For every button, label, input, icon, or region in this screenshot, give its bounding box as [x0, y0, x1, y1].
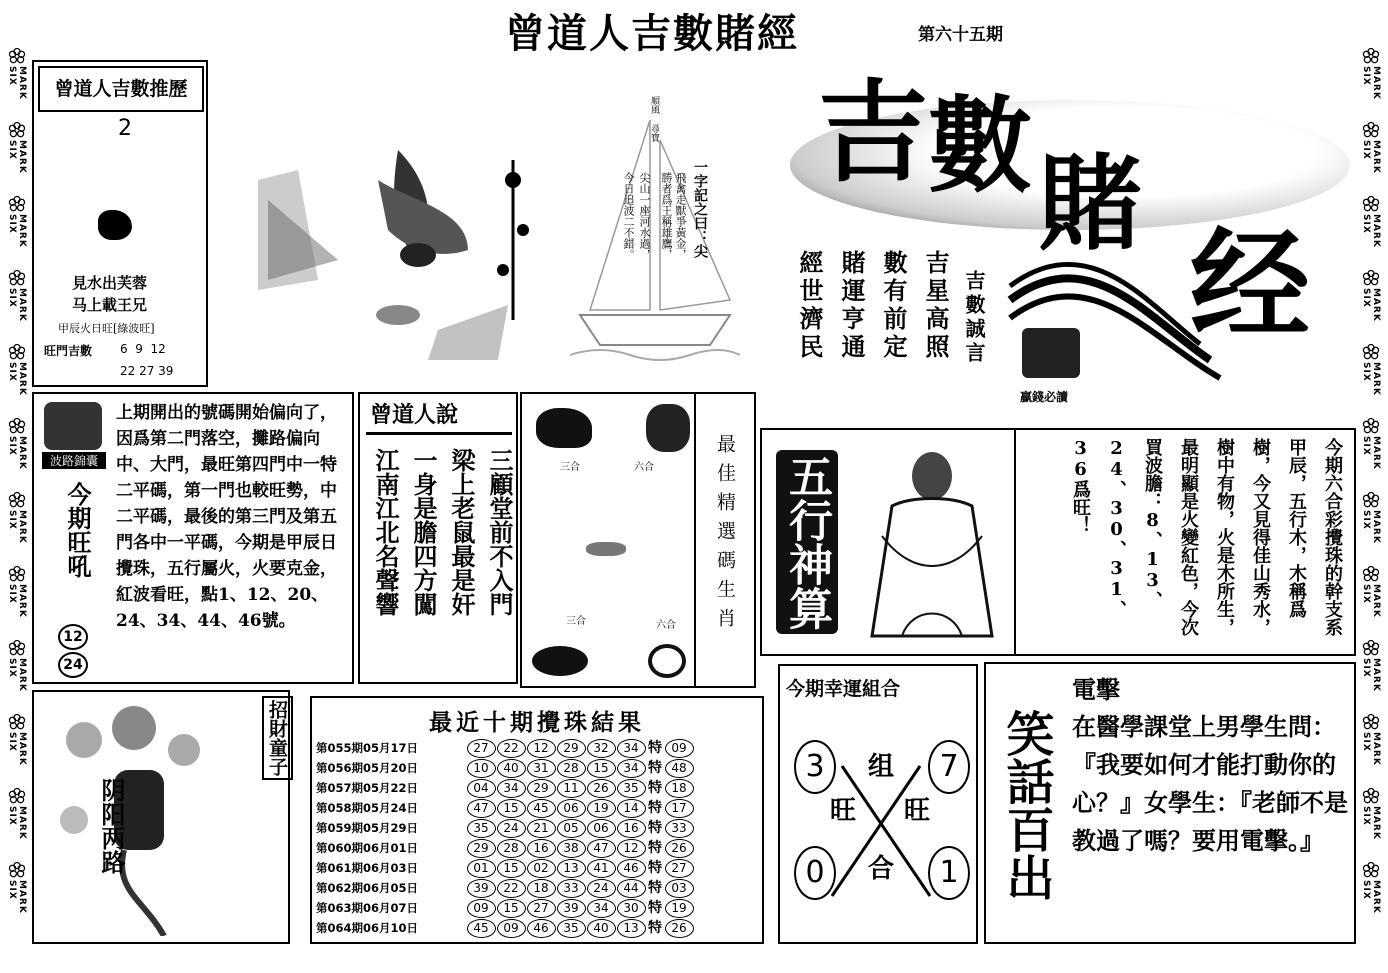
eagle-image [238, 140, 568, 360]
tip-poem-line-2: 马上載王兄 [72, 296, 148, 314]
flower-icon [8, 862, 26, 878]
special-ball: 09 [665, 739, 694, 758]
side-strip-item [1358, 488, 1384, 562]
snake-icon [648, 644, 686, 678]
result-ball: 47 [467, 799, 496, 818]
result-ball: 29 [467, 839, 496, 858]
zeng-says-column-2: 梁上老鼠最是奸 [447, 448, 476, 616]
side-strip-item [4, 118, 30, 192]
side-strip-item [4, 414, 30, 488]
side-strip-text: MARK SIX [1361, 732, 1381, 766]
result-ball: 21 [527, 819, 556, 838]
combo-box [778, 664, 978, 944]
side-strip-item [1358, 710, 1384, 784]
side-strip-text: MARK SIX [7, 140, 27, 174]
logo-char-1: 吉 [818, 68, 928, 197]
lucky-seal [1022, 328, 1080, 378]
result-ball: 41 [587, 859, 616, 878]
special-label: 特 [648, 920, 662, 936]
side-strip-item [4, 266, 30, 340]
fortune-boy-box [32, 690, 290, 944]
special-label: 特 [648, 780, 662, 796]
result-ball: 13 [557, 859, 586, 878]
tiger-icon [646, 404, 690, 452]
result-period: 第062期06月05日 [316, 881, 419, 895]
side-strip-text: MARK SIX [7, 584, 27, 618]
flower-icon [1362, 48, 1380, 64]
wave-badge: 波路錦囊 [42, 452, 106, 469]
special-label: 特 [648, 900, 662, 916]
verse-column-3: 賭運亨通 [837, 250, 866, 362]
logo-char-4: 经 [1190, 215, 1310, 356]
side-strip-text: MARK SIX [1361, 658, 1381, 692]
side-strip-text: MARK SIX [7, 66, 27, 100]
result-period: 第058期05月24日 [316, 801, 419, 815]
flower-icon [8, 418, 26, 434]
logo-char-2: 數 [928, 84, 1033, 207]
ship-caption: 一字記之曰：尖 [692, 160, 708, 258]
combo-title: 今期幸運組合 [786, 678, 901, 700]
zodiac-label-3: 三合 [566, 616, 586, 627]
seal-label: 贏錢必讀 [1020, 390, 1069, 404]
flower-icon [8, 48, 26, 64]
combo-c-left: 旺 [830, 796, 857, 826]
result-row [316, 778, 762, 798]
wuxing-divider [1014, 430, 1016, 656]
special-ball: 03 [665, 879, 694, 898]
special-ball: 19 [665, 899, 694, 918]
result-row [316, 898, 762, 918]
ink-blot-image [98, 210, 132, 240]
joke-badge: 笑話百出 [998, 709, 1054, 901]
result-ball: 16 [617, 819, 646, 838]
side-strip-text: MARK SIX [1361, 436, 1381, 470]
result-ball: 22 [497, 879, 526, 898]
side-strip-text: MARK SIX [1361, 806, 1381, 840]
flower-icon [1362, 566, 1380, 582]
result-ball: 15 [497, 899, 526, 918]
result-row [316, 758, 762, 778]
flower-icon [8, 714, 26, 730]
result-ball: 28 [497, 839, 526, 858]
logo-block [790, 60, 1355, 404]
flower-icon [8, 270, 26, 286]
wave-circle-1: 12 [58, 624, 88, 650]
result-row [316, 798, 762, 818]
result-ball: 27 [467, 739, 496, 758]
side-strip-text: MARK SIX [7, 288, 27, 322]
result-period: 第057期05月22日 [316, 781, 419, 795]
flower-icon [1362, 418, 1380, 434]
result-period: 第055期05月17日 [316, 741, 419, 755]
special-ball: 17 [665, 799, 694, 818]
result-ball: 45 [467, 919, 496, 938]
result-ball: 31 [527, 759, 556, 778]
flower-icon [1362, 714, 1380, 730]
side-strip-text: MARK SIX [7, 880, 27, 914]
wuxing-text: 今期六合彩攪珠的幹支系甲辰，五行木，木稱爲樹，今又見得佳山秀水，樹中有物，火是木所生，最明顯是火變紅色，今次買波膽：8、13、24、30、31、36爲旺！ [1070, 438, 1343, 636]
flower-icon [8, 122, 26, 138]
flower-icon [1362, 270, 1380, 286]
side-strip-text: MARK SIX [1361, 140, 1381, 174]
result-ball: 35 [617, 779, 646, 798]
special-label: 特 [648, 760, 662, 776]
right-side-strip [1358, 44, 1384, 969]
joke-box [984, 662, 1356, 944]
result-period: 第063期06月07日 [316, 901, 419, 915]
tip-number: 2 [118, 116, 132, 141]
results-title: 最近十期攪珠結果 [429, 709, 645, 736]
horse-icon [586, 542, 626, 556]
eagle-illustration [238, 140, 568, 360]
side-strip-text: MARK SIX [1361, 66, 1381, 100]
zodiac-label-4: 六合 [656, 620, 676, 631]
side-strip-text: MARK SIX [1361, 288, 1381, 322]
result-ball: 01 [467, 859, 496, 878]
ship-poem-line-3: 尖山一座河水過， [638, 172, 651, 260]
result-period: 第064期06月10日 [316, 921, 419, 935]
special-ball: 27 [665, 859, 694, 878]
wave-body: 上期開出的號碼開始偏向了，因爲第二門落空，攤路偏向中、大門，最旺第四門中一特二平碼，第一門也較旺勢，中二平碼，最後的第三門及第五門各中一平碼，今期是甲辰日攪珠，五行屬火，火要克金，紅波看旺，點1、12、20、24、34、44、46號。 [116, 403, 337, 631]
side-strip-item [4, 340, 30, 414]
fortune-boy-tag: 招財童子 [262, 696, 293, 780]
verse-sub: 吉數誠言 [962, 270, 986, 366]
side-strip-item [4, 562, 30, 636]
side-strip-text: MARK SIX [1361, 214, 1381, 248]
special-ball: 26 [665, 839, 694, 858]
tip-box-title: 曾道人吉數推歷 [38, 66, 204, 112]
result-ball: 15 [497, 859, 526, 878]
result-ball: 33 [557, 879, 586, 898]
result-ball: 04 [467, 779, 496, 798]
result-period: 第056期05月20日 [316, 761, 419, 775]
result-ball: 13 [617, 919, 646, 938]
joke-heading: 電擊 [1072, 675, 1120, 704]
side-strip-item [4, 636, 30, 710]
result-ball: 40 [497, 759, 526, 778]
verse-column-1: 吉星高照 [921, 250, 950, 362]
combo-n4: 1 [928, 846, 970, 900]
page-title: 曾道人吉數賭經 [505, 10, 799, 57]
flower-icon [1362, 862, 1380, 878]
side-strip-text: MARK SIX [7, 510, 27, 544]
left-side-strip [4, 44, 30, 969]
flower-icon [8, 196, 26, 212]
result-period: 第060期06月01日 [316, 841, 419, 855]
deity-image [852, 436, 1012, 648]
result-ball: 47 [587, 839, 616, 858]
result-ball: 35 [557, 919, 586, 938]
flower-icon [1362, 122, 1380, 138]
special-ball: 48 [665, 759, 694, 778]
result-ball: 09 [497, 919, 526, 938]
result-ball: 46 [617, 859, 646, 878]
result-ball: 28 [557, 759, 586, 778]
side-strip-item [1358, 562, 1384, 636]
result-ball: 22 [497, 739, 526, 758]
special-label: 特 [648, 840, 662, 856]
combo-c-right: 旺 [904, 796, 931, 826]
special-ball: 33 [665, 819, 694, 838]
tree-boy-image [44, 700, 214, 936]
combo-c-bottom: 合 [868, 854, 895, 884]
side-strip-text: MARK SIX [7, 214, 27, 248]
wuxing-box [760, 428, 1356, 656]
logo-char-3: 賭 [1038, 142, 1143, 265]
result-ball: 27 [527, 899, 556, 918]
flower-icon [8, 640, 26, 656]
side-strip-item [1358, 44, 1384, 118]
result-ball: 24 [497, 819, 526, 838]
result-ball: 34 [617, 739, 646, 758]
lucky-row-1: 6 9 12 [120, 342, 166, 356]
side-strip-text: MARK SIX [1361, 362, 1381, 396]
result-ball: 39 [467, 879, 496, 898]
result-ball: 19 [587, 799, 616, 818]
results-box [310, 696, 764, 944]
wave-box [32, 392, 354, 684]
tip-note: 甲辰火日旺[綠波旺] [58, 322, 155, 335]
result-row [316, 858, 762, 878]
result-period: 第061期06月03日 [316, 861, 419, 875]
result-ball: 38 [557, 839, 586, 858]
zeng-says-column-4: 江南江北名聲響 [371, 448, 400, 616]
result-ball: 26 [587, 779, 616, 798]
zeng-says-title: 曾道人說 [370, 402, 459, 428]
side-strip-item [4, 784, 30, 858]
side-strip-text: MARK SIX [7, 658, 27, 692]
ship-corner-text: 順風 尋寶 [649, 96, 659, 142]
side-strip-item [1358, 118, 1384, 192]
result-ball: 32 [587, 739, 616, 758]
side-strip-text: MARK SIX [1361, 880, 1381, 914]
ship-poem-line-1: 飛禽走獸爭黃金， [674, 172, 687, 260]
side-strip-item [1358, 266, 1384, 340]
side-strip-item [1358, 784, 1384, 858]
result-ball: 05 [557, 819, 586, 838]
side-strip-text: MARK SIX [7, 436, 27, 470]
verse-column-2: 數有前定 [879, 250, 908, 362]
special-label: 特 [648, 860, 662, 876]
result-ball: 15 [587, 759, 616, 778]
special-label: 特 [648, 820, 662, 836]
fortune-boy-image [44, 700, 214, 936]
side-strip-item [4, 858, 30, 932]
side-strip-item [4, 192, 30, 266]
wave-badge-icon [44, 402, 102, 450]
zodiac-side-text: 最佳精選碼生肖 [714, 434, 736, 637]
flower-icon [8, 492, 26, 508]
flower-icon [8, 566, 26, 582]
special-label: 特 [648, 800, 662, 816]
ship-poem-line-2: 勝者爲王稱雄鷹， [660, 172, 673, 260]
flower-icon [8, 788, 26, 804]
wuxing-title: 五行神算 [776, 450, 838, 634]
result-row [316, 818, 762, 838]
result-ball: 34 [587, 899, 616, 918]
flower-icon [1362, 344, 1380, 360]
wave-vertical: 今期旺吼 [63, 482, 92, 578]
joke-body: 在醫學課堂上男學生問：『我要如何才能打動你的心？』女學生：『老師不是教過了嗎？要用電擊。』 [1072, 712, 1348, 855]
result-ball: 34 [497, 779, 526, 798]
flower-icon [1362, 492, 1380, 508]
result-ball: 10 [467, 759, 496, 778]
zeng-says-column-1: 三顧堂前不入門 [485, 448, 514, 616]
special-ball: 18 [665, 779, 694, 798]
side-strip-item [4, 488, 30, 562]
result-row [316, 838, 762, 858]
result-ball: 29 [527, 779, 556, 798]
result-row [316, 738, 762, 758]
result-period: 第059期05月29日 [316, 821, 419, 835]
result-row [316, 878, 762, 898]
special-ball: 26 [665, 919, 694, 938]
result-ball: 14 [617, 799, 646, 818]
side-strip-item [1358, 636, 1384, 710]
flower-icon [8, 344, 26, 360]
result-ball: 16 [527, 839, 556, 858]
result-ball: 06 [587, 819, 616, 838]
result-ball: 06 [557, 799, 586, 818]
flower-icon [1362, 640, 1380, 656]
result-ball: 46 [527, 919, 556, 938]
result-ball: 12 [617, 839, 646, 858]
result-ball: 24 [587, 879, 616, 898]
issue-number: 第六十五期 [918, 25, 1003, 45]
side-strip-text: MARK SIX [1361, 584, 1381, 618]
result-ball: 11 [557, 779, 586, 798]
zeng-says-rule [366, 432, 512, 435]
rabbit-icon [532, 646, 588, 676]
result-ball: 44 [617, 879, 646, 898]
combo-n3: 0 [794, 846, 836, 900]
result-row [316, 918, 762, 938]
combo-n1: 3 [794, 740, 836, 794]
side-strip-item [1358, 340, 1384, 414]
side-strip-item [1358, 192, 1384, 266]
ship-poem-line-4: 今日追波二不錯。 [622, 172, 635, 260]
side-strip-text: MARK SIX [7, 362, 27, 396]
special-label: 特 [648, 880, 662, 896]
zeng-says-box [358, 392, 518, 684]
combo-n2: 7 [928, 740, 970, 794]
side-strip-text: MARK SIX [7, 806, 27, 840]
deity-illustration [852, 436, 1012, 648]
goat-icon [536, 408, 592, 448]
result-ball: 15 [497, 799, 526, 818]
wave-circle-2: 24 [58, 652, 88, 678]
lucky-row-2: 22 27 39 [120, 364, 174, 378]
result-ball: 18 [527, 879, 556, 898]
result-ball: 02 [527, 859, 556, 878]
zodiac-label-2: 六合 [634, 462, 654, 473]
tip-box [32, 60, 208, 387]
fortune-boy-vertical: 阴阳两路 [97, 778, 126, 874]
result-ball: 39 [557, 899, 586, 918]
result-ball: 09 [467, 899, 496, 918]
zodiac-box [520, 392, 756, 688]
result-ball: 35 [467, 819, 496, 838]
zeng-says-column-3: 一身是膽四方闖 [409, 448, 438, 616]
lucky-label: 旺門吉數 [44, 344, 93, 358]
side-strip-item [1358, 858, 1384, 932]
side-strip-text: MARK SIX [7, 732, 27, 766]
result-ball: 45 [527, 799, 556, 818]
verse-column-4: 經世濟民 [795, 250, 824, 362]
result-ball: 34 [617, 759, 646, 778]
side-strip-item [4, 44, 30, 118]
results-table [316, 738, 762, 938]
result-ball: 29 [557, 739, 586, 758]
zodiac-label-1: 三合 [560, 462, 580, 473]
flower-icon [1362, 196, 1380, 212]
side-strip-item [1358, 414, 1384, 488]
side-strip-item [4, 710, 30, 784]
combo-c-top: 组 [868, 752, 895, 782]
flower-icon [1362, 788, 1380, 804]
tip-poem-line-1: 見水出芙蓉 [72, 274, 148, 292]
result-ball: 30 [617, 899, 646, 918]
side-strip-text: MARK SIX [1361, 510, 1381, 544]
special-label: 特 [648, 740, 662, 756]
result-ball: 40 [587, 919, 616, 938]
result-ball: 12 [527, 739, 556, 758]
